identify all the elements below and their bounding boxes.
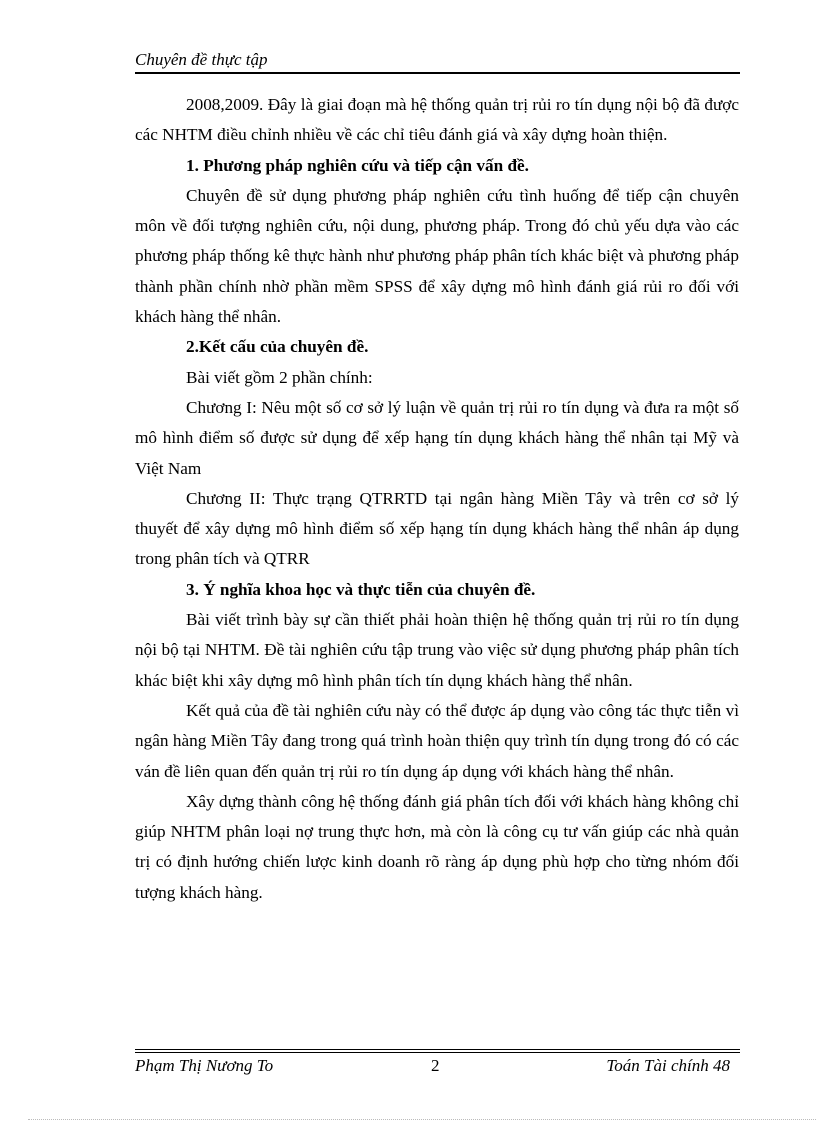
page-footer bbox=[135, 1055, 740, 1077]
footer-author: Phạm Thị Nương To bbox=[135, 1056, 274, 1075]
intro-paragraph: 2008,2009. Đây là giai đoạn mà hệ thống quản trị rủi ro tín dụng nội bộ đã được các NHTM điều chỉnh nhiều về các chỉ tiêu đánh giá và xây dựng hoàn thiện. bbox=[135, 95, 739, 145]
footer-divider bbox=[135, 1049, 740, 1053]
section-heading-2: 2.Kết cấu của chuyên đề. bbox=[186, 337, 369, 357]
significance-paragraph-3: Xây dựng thành công hệ thống đánh giá phân tích đối với khách hàng không chỉ giúp NHTM phân loại nợ trung thực hơn, mà còn là công cụ tư vấn giúp các nhà quản trị có định hướng chiến lược kinh doanh rõ ràng áp dụng phù hợp cho từng nhóm đối tượng khách hàng. bbox=[135, 791, 739, 902]
significance-paragraph-2: Kết quả của đề tài nghiên cứu này có thể được áp dụng vào công tác thực tiễn vì ngân hàng Miền Tây đang trong quá trình hoàn thiện quy trình tín dụng trong đó có các ván đề liên quan đến quản trị rủi ro tín dụng áp dụng với khách hàng thể nhân. bbox=[135, 700, 739, 781]
chapter-1-paragraph: Chương I: Nêu một số cơ sở lý luận về quản trị rủi ro tín dụng và đưa ra một số mô hình điểm số được sử dụng để xếp hạng tín dụng khách hàng thể nhân tại Mỹ và Việt Nam bbox=[135, 397, 739, 478]
document-body bbox=[135, 90, 739, 908]
structure-paragraph: Bài viết gồm 2 phần chính: bbox=[186, 367, 373, 387]
chapter-2-paragraph: Chương II: Thực trạng QTRRTD tại ngân hàng Miền Tây và trên cơ sở lý thuyết để xây dựng mô hình điểm số xếp hạng tín dụng khách hàng thể nhân áp dụng trong phân tích và QTRR bbox=[135, 488, 739, 569]
section-heading-3: 3. Ý nghĩa khoa học và thực tiễn của chuyên đề. bbox=[186, 579, 536, 599]
page-header-title: Chuyên đề thực tập bbox=[135, 49, 740, 74]
section-heading-1: 1. Phương pháp nghiên cứu và tiếp cận vấn đề. bbox=[186, 155, 529, 175]
method-paragraph: Chuyên đề sử dụng phương pháp nghiên cứu tình huống để tiếp cận chuyên môn về đối tượng nghiên cứu, nội dung, phương pháp. Trong đó chủ yếu dựa vào các phương pháp thống kê thực hành như phương pháp phân tích khác biệt và phương pháp thành phần chính nhờ phần mềm SPSS để xây dựng mô hình đánh giá rủi ro đối với khách hàng thể nhân. bbox=[135, 185, 739, 327]
page-edge-divider bbox=[28, 1119, 816, 1120]
significance-paragraph-1: Bài viết trình bày sự cần thiết phải hoàn thiện hệ thống quản trị rủi ro tín dụng nội bộ tại NHTM. Đề tài nghiên cứu tập trung vào việc sử dụng phương pháp phân tích khác biệt khi xây dựng mô hình phân tích tín dụng khách hàng thể nhân. bbox=[135, 610, 739, 690]
page-number: 2 bbox=[431, 1056, 440, 1075]
footer-department: Toán Tài chính 48 bbox=[606, 1056, 730, 1075]
